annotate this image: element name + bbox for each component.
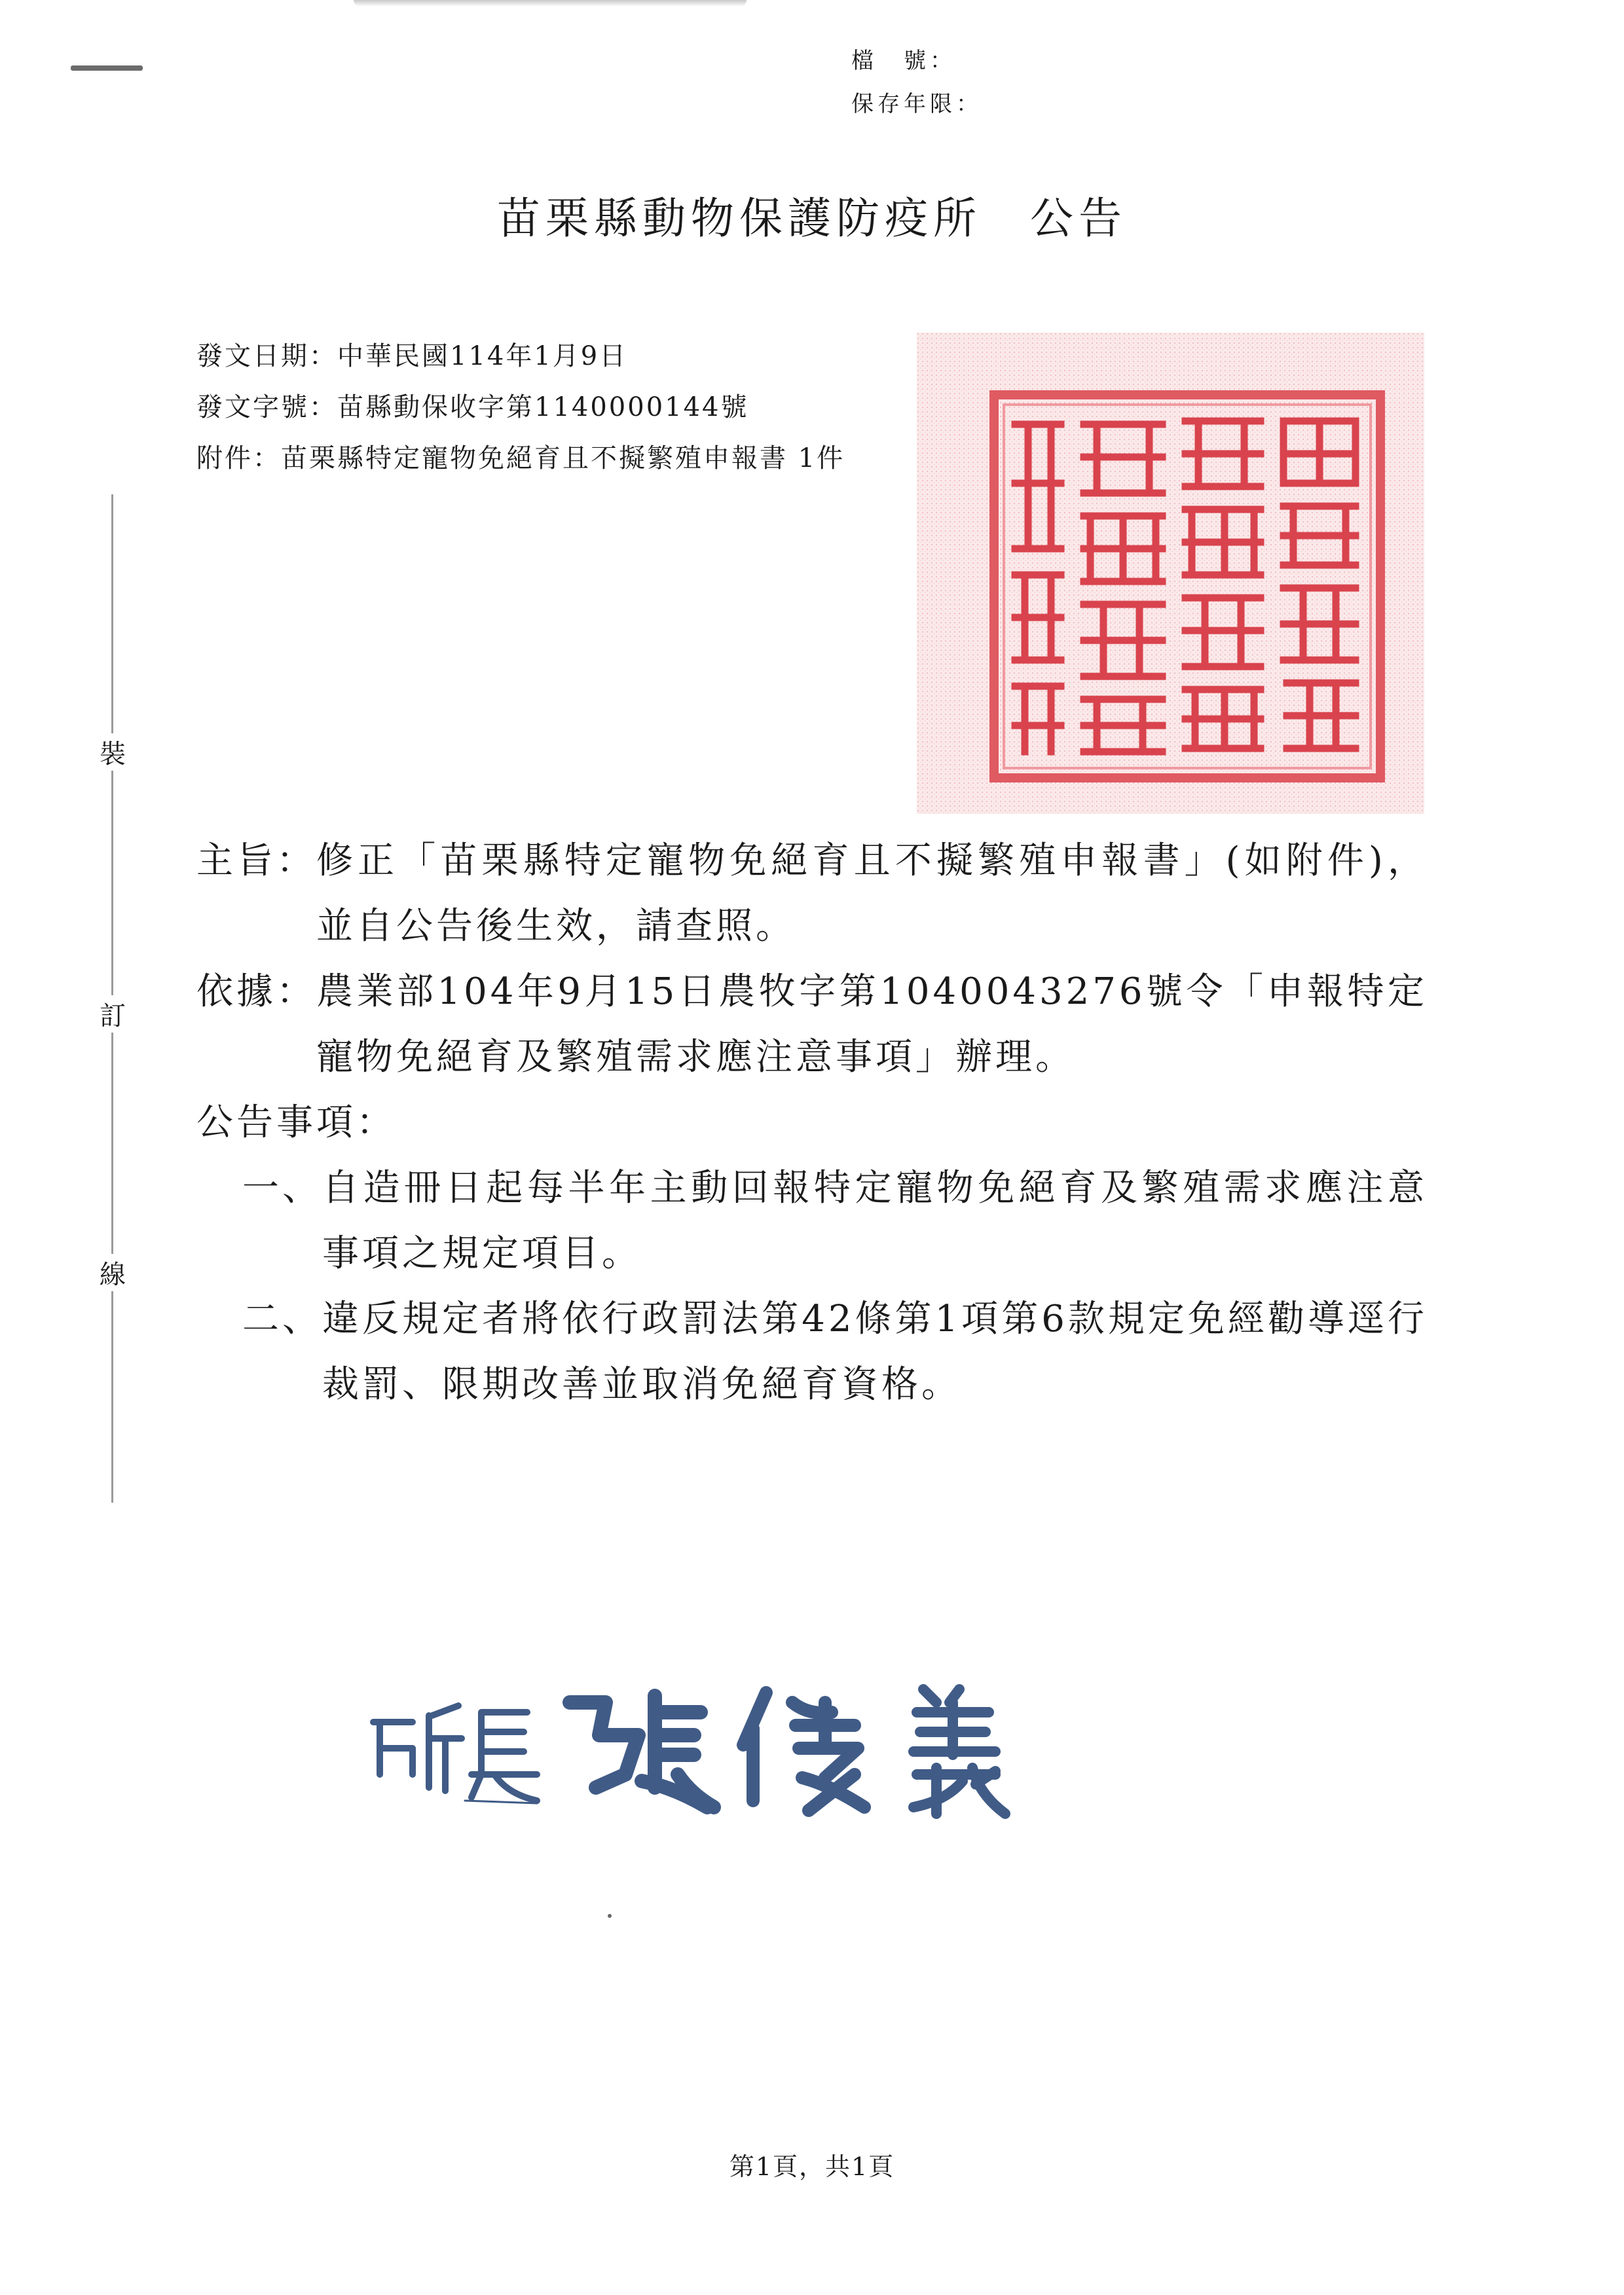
basis-label: 依據： xyxy=(196,970,316,1013)
scan-artifact-top xyxy=(354,0,747,7)
notice-label: 公告事項： xyxy=(196,1101,396,1144)
subject-text: 修正「苗栗縣特定寵物免絕育且不擬繁殖申報書」(如附件)，並自公告後生效，請查照。 xyxy=(316,839,1428,947)
file-number-block xyxy=(851,39,982,126)
notice-item xyxy=(196,1156,1428,1287)
director-signature-stamp xyxy=(367,1676,1061,1827)
scan-artifact-mark xyxy=(71,65,143,71)
official-seal xyxy=(917,333,1424,814)
document-number: 發文字號：苗縣動保收字第1140000144號 xyxy=(196,392,749,422)
binding-mark-ding: 訂 xyxy=(98,995,127,1033)
issue-date: 發文日期：中華民國114年1月9日 xyxy=(196,341,628,371)
document-meta xyxy=(196,331,845,484)
document-title: 苗栗縣動物保護防疫所 公告 xyxy=(497,193,1127,244)
notice-item-text: 自造冊日起每半年主動回報特定寵物免絕育及繁殖需求應注意事項之規定項目。 xyxy=(322,1167,1428,1275)
basis-section xyxy=(196,959,1428,1090)
scan-speck xyxy=(608,1914,612,1918)
notice-item-number: 一、 xyxy=(242,1167,322,1209)
announcement-body xyxy=(196,828,1428,1418)
notice-item xyxy=(196,1287,1428,1418)
notice-item-text: 違反規定者將依行政罰法第42條第1項第6款規定免經勸導逕行裁罰、限期改善並取消免絕育資格。 xyxy=(322,1298,1428,1406)
binding-mark-xian: 線 xyxy=(98,1254,127,1291)
page-footer: 第1頁，共1頁 xyxy=(729,2152,895,2181)
notice-item-number: 二、 xyxy=(242,1298,322,1340)
binding-mark-zhuang: 裝 xyxy=(98,733,127,771)
retention-period-label: 保存年限： xyxy=(851,91,982,117)
attachment: 附件：苗栗縣特定寵物免絕育且不擬繁殖申報書 1件 xyxy=(196,443,845,473)
subject-label: 主旨： xyxy=(196,839,316,882)
file-number-label: 檔 號： xyxy=(851,48,956,74)
subject-section xyxy=(196,828,1428,959)
basis-text: 農業部104年9月15日農牧字第1040043276號令「申報特定寵物免絕育及繁殖需求應注意事項」辦理。 xyxy=(316,970,1428,1078)
